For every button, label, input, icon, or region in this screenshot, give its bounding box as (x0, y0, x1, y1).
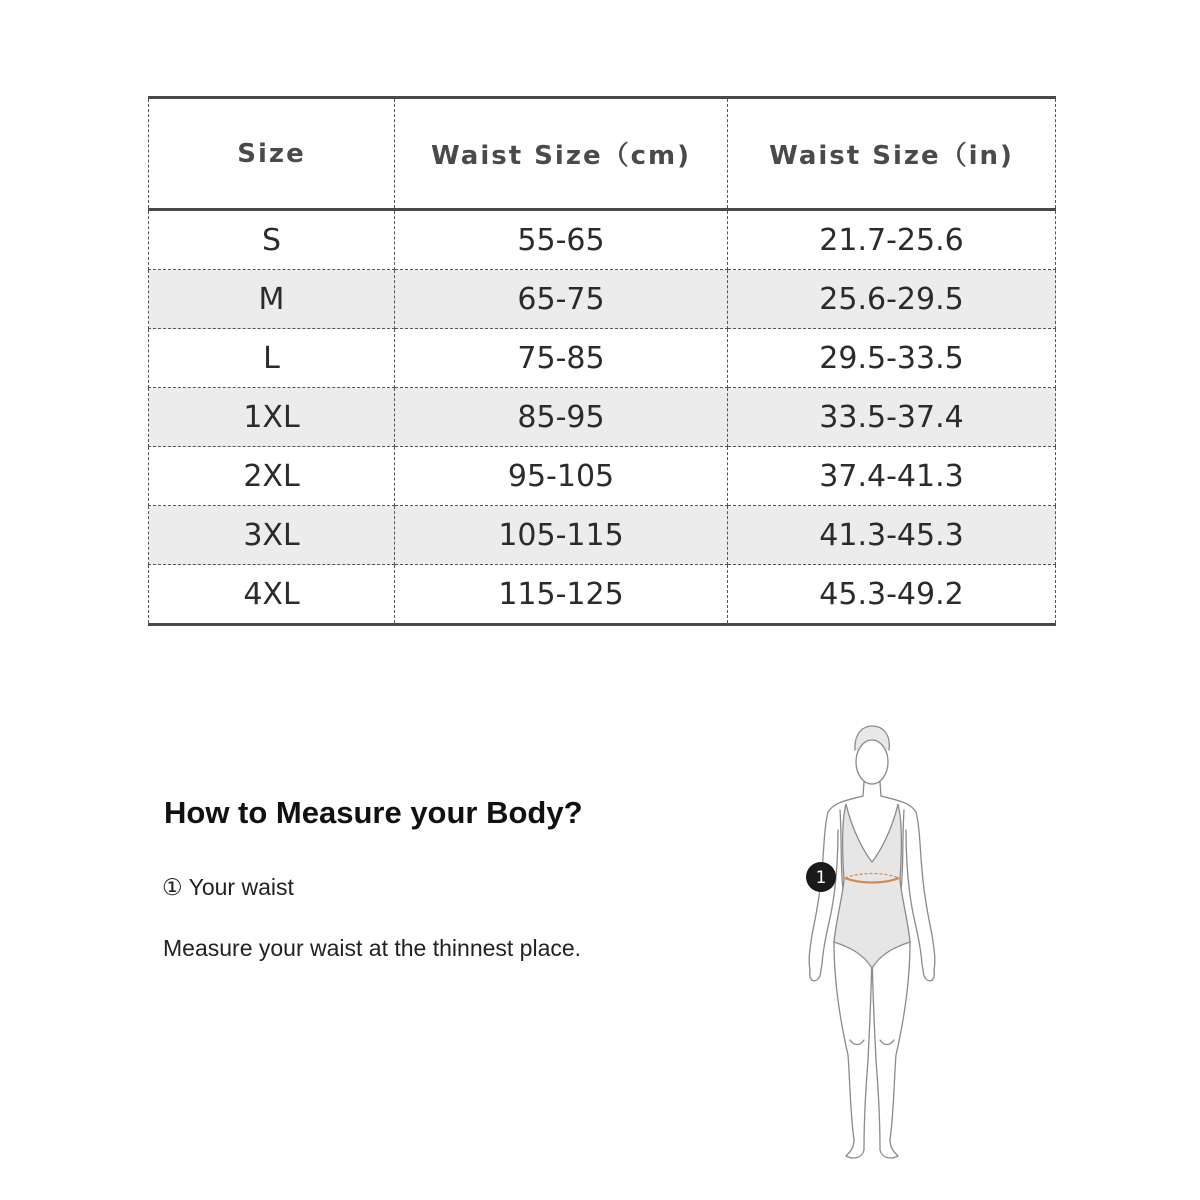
measure-guide-title: How to Measure your Body? (164, 795, 583, 830)
cell-size: 1XL (149, 388, 395, 447)
cell-size: 4XL (149, 565, 395, 625)
cell-size: 2XL (149, 447, 395, 506)
table-row (149, 565, 1056, 625)
waist-marker-number: 1 (815, 868, 827, 888)
cell-waist-cm: 95-105 (395, 447, 728, 506)
cell-waist-cm: 105-115 (395, 506, 728, 565)
header-waist-in: Waist Size（in) (728, 98, 1056, 210)
cell-waist-in: 33.5-37.4 (728, 388, 1056, 447)
cell-size: S (149, 210, 395, 270)
cell-size: L (149, 329, 395, 388)
cell-waist-cm: 65-75 (395, 270, 728, 329)
table-row (149, 388, 1056, 447)
cell-waist-cm: 55-65 (395, 210, 728, 270)
cell-waist-in: 45.3-49.2 (728, 565, 1056, 625)
cell-waist-in: 21.7-25.6 (728, 210, 1056, 270)
cell-waist-in: 41.3-45.3 (728, 506, 1056, 565)
table-row (149, 506, 1056, 565)
cell-waist-in: 29.5-33.5 (728, 329, 1056, 388)
header-waist-cm: Waist Size（cm) (395, 98, 728, 210)
swimsuit-shape (834, 804, 910, 968)
table-row (149, 210, 1056, 270)
table-row (149, 270, 1056, 329)
table-row (149, 329, 1056, 388)
waist-step-description: Measure your waist at the thinnest place. (163, 935, 582, 961)
cell-waist-cm: 85-95 (395, 388, 728, 447)
size-chart-table (148, 96, 1056, 626)
table-header-row (149, 98, 1056, 210)
header-size: Size (149, 98, 395, 210)
cell-size: M (149, 270, 395, 329)
cell-waist-in: 37.4-41.3 (728, 447, 1056, 506)
cell-waist-cm: 75-85 (395, 329, 728, 388)
cell-waist-in: 25.6-29.5 (728, 270, 1056, 329)
cell-waist-cm: 115-125 (395, 565, 728, 625)
table-row (149, 447, 1056, 506)
body-measurement-figure-icon (790, 720, 970, 1165)
waist-step-label: ① Your waist (162, 874, 294, 900)
cell-size: 3XL (149, 506, 395, 565)
